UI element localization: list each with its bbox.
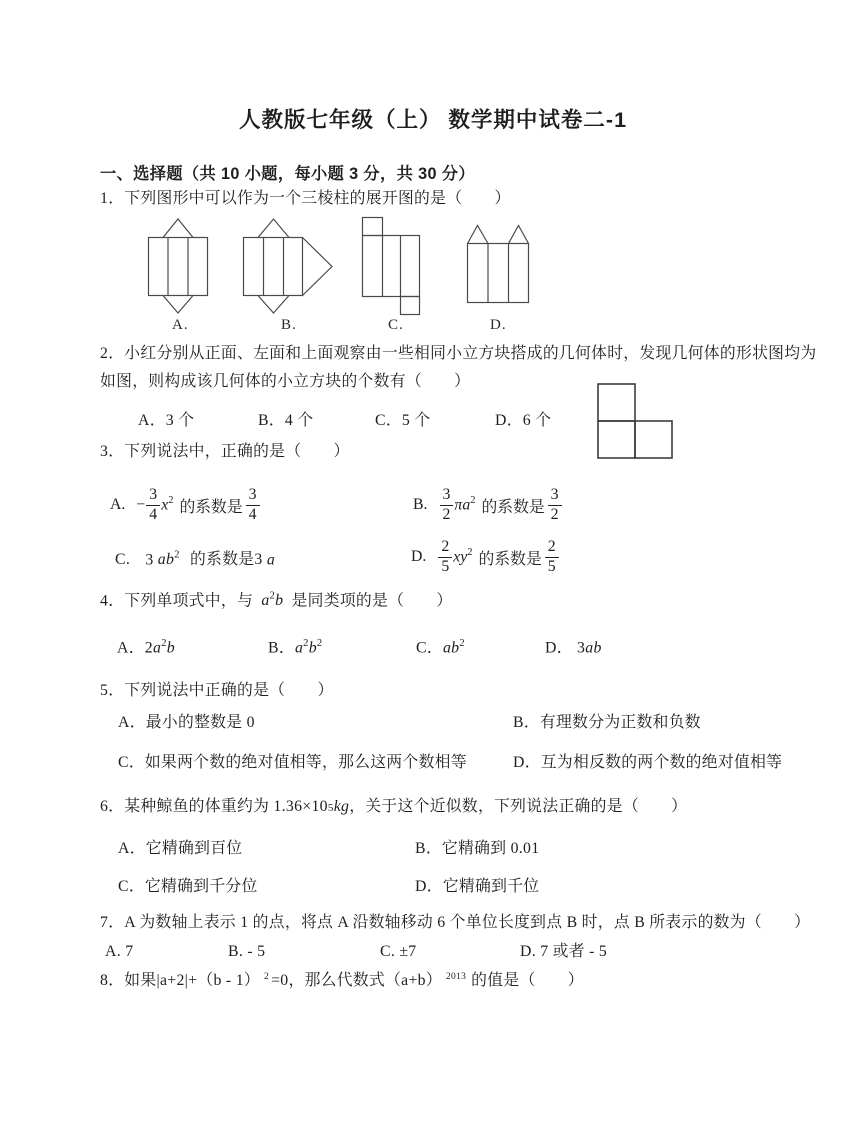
q3-option-a-mid-text: 的系数是 xyxy=(179,498,243,516)
q8-text-mid: =0，那么代数式（a+b） xyxy=(271,972,442,989)
q3-option-b-label: B. xyxy=(413,496,428,513)
question-2-text-line1: 2．小红分别从正面、左面和上面观察由一些相同小立方块搭成的几何体时，发现几何体的形状图均为 xyxy=(100,345,817,362)
question-1-text: 1．下列图形中可以作为一个三棱柱的展开图的是（ ） xyxy=(100,190,511,207)
q1-figure-label-b: B. xyxy=(281,317,297,333)
q4-option-d: D． 3ab xyxy=(545,639,602,657)
q3-option-d xyxy=(411,529,559,585)
q8-text-pre: 8．如果|a+2|+（b - 1） xyxy=(100,972,260,989)
q4-text-post: 是同类项的是（ ） xyxy=(291,592,453,610)
q2-option-b: B．4 个 xyxy=(258,412,314,429)
q1-figure-label-d: D. xyxy=(490,317,507,333)
q7-option-d: D. 7 或者 - 5 xyxy=(520,943,608,960)
question-6-text xyxy=(100,796,687,817)
q1-figure-d-net xyxy=(466,224,530,304)
exponent: 2 xyxy=(264,971,270,982)
q1-figure-label-c: C. xyxy=(388,317,404,333)
page-title: 人教版七年级（上） 数学期中试卷二-1 xyxy=(238,108,628,132)
q6-option-c: C．它精确到千分位 xyxy=(118,878,258,895)
q5-option-d: D．互为相反数的两个数的绝对值相等 xyxy=(513,754,783,771)
exponent: 2013 xyxy=(445,971,467,982)
question-4-text xyxy=(100,590,453,612)
minus-sign: − xyxy=(136,496,146,513)
question-5-text: 5．下列说法中正确的是（ ） xyxy=(100,682,334,699)
monomial: $ab^2$ xyxy=(157,550,180,569)
q4-option-c: C．$ab^2$ xyxy=(416,638,465,657)
q7-option-b: B. - 5 xyxy=(228,943,266,960)
q1-figure-label-a: A. xyxy=(172,317,189,333)
q6-option-b: B．它精确到 0.01 xyxy=(415,840,540,857)
q5-option-a: A．最小的整数是 0 xyxy=(118,714,255,731)
monomial: $x^2$ xyxy=(161,495,174,514)
monomial: $\pi a^2$ xyxy=(454,495,476,514)
q6-text-post: ，关于这个近似数，下列说法正确的是（ ） xyxy=(349,798,688,815)
fraction: $\frac{3}{2}$ xyxy=(440,486,454,525)
coefficient: 3 xyxy=(145,551,154,569)
q2-option-d: D．6 个 xyxy=(495,412,552,429)
question-2-text-line2: 如图，则构成该几何体的小立方块的个数有（ ） xyxy=(100,373,471,390)
q3-option-b-mid-text: 的系数是 xyxy=(481,498,545,516)
q3-option-a-label: A. xyxy=(110,496,126,513)
q7-option-c: C. ±7 xyxy=(380,943,417,960)
q1-figure-b-net xyxy=(238,217,334,315)
q1-figure-a-net xyxy=(144,217,212,315)
q4-option-b: B．$a^2b^2$ xyxy=(268,638,323,657)
q6-text-pre: 6．某种鲸鱼的体重约为 1.36×10 xyxy=(100,798,328,815)
variable: a xyxy=(266,551,276,569)
question-3-text: 3．下列说法中，正确的是（ ） xyxy=(100,443,350,460)
q2-option-c: C．5 个 xyxy=(375,412,431,429)
q3-option-d-mid-text: 的系数是 xyxy=(478,550,542,568)
q5-option-b: B．有理数分为正数和负数 xyxy=(513,714,701,731)
q1-figure-c-net xyxy=(361,216,423,316)
question-7-text: 7．A 为数轴上表示 1 的点，将点 A 沿数轴移动 6 个单位长度到点 B 时，点 B 所表示的数为（ ） xyxy=(100,914,811,931)
q6-option-d: D．它精确到千位 xyxy=(415,878,540,895)
q7-option-a: A. 7 xyxy=(105,943,134,960)
monomial: $a^2b$ xyxy=(261,591,284,610)
q6-option-a: A．它精确到百位 xyxy=(118,840,243,857)
question-8-text xyxy=(100,970,584,991)
q2-option-a: A．3 个 xyxy=(138,412,195,429)
fraction: $\frac{3}{4}$ xyxy=(146,486,160,525)
monomial: $xy^2$ xyxy=(453,547,473,566)
q3-option-a xyxy=(110,477,260,533)
fraction: $\frac{3}{4}$ xyxy=(246,486,260,525)
fraction: $\frac{2}{5}$ xyxy=(545,538,559,577)
q5-option-c: C．如果两个数的绝对值相等，那么这两个数相等 xyxy=(118,754,467,771)
fraction: $\frac{2}{5}$ xyxy=(438,538,452,577)
fraction: $\frac{3}{2}$ xyxy=(548,486,562,525)
q3-option-c-mid-text: 的系数是3 xyxy=(190,551,263,569)
q8-text-post: 的值是（ ） xyxy=(471,972,584,989)
q3-option-b xyxy=(413,477,562,533)
q3-option-d-label: D. xyxy=(411,548,427,565)
exponent: 5 xyxy=(327,802,334,814)
q3-option-c-label: C. xyxy=(115,551,131,569)
q3-option-c xyxy=(115,549,275,571)
q4-option-a: A．$2a^2b$ xyxy=(117,638,175,657)
q4-text-pre: 4．下列单项式中，与 xyxy=(100,592,254,610)
q2-figure-lshape xyxy=(597,383,674,460)
section-heading: 一、选择题（共 10 小题，每小题 3 分，共 30 分） xyxy=(100,165,475,183)
unit-kg: kg xyxy=(333,798,350,815)
